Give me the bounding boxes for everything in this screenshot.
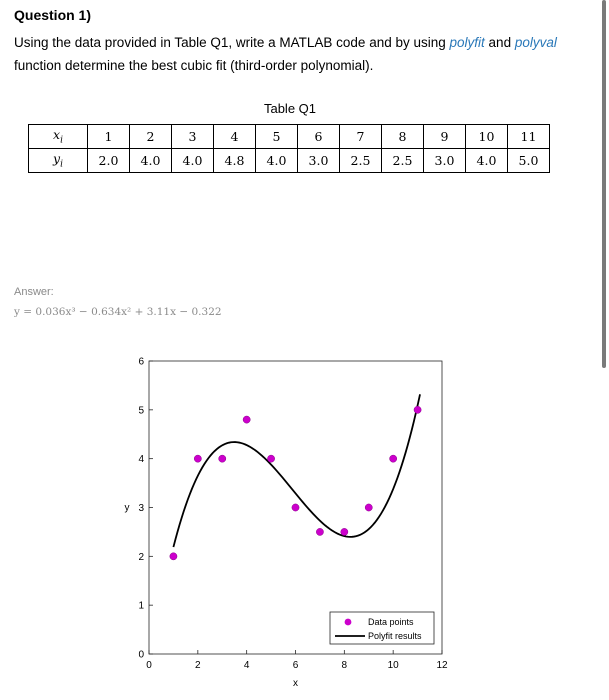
table-cell-x: 4 [214,125,256,149]
legend-marker-data [345,619,352,626]
y-axis-label: y [124,502,130,514]
y-tick-label: 2 [138,551,144,563]
data-point [341,528,348,535]
data-point [292,504,299,511]
y-tick-label: 4 [138,454,144,466]
row-header-y: $y_i$ [29,149,88,173]
table-cell-x: 2 [130,125,172,149]
y-tick-label: 1 [138,600,144,612]
answer-equation: y = 0.036x³ − 0.634x² + 3.11x − 0.322 [14,306,222,318]
table-cell-y: 3.0 [424,149,466,173]
legend-label-fit: Polyfit results [368,631,422,641]
table-cell-x: 1 [88,125,130,149]
x-tick-label: 10 [387,660,399,671]
data-point [316,528,323,535]
scrollbar[interactable] [602,0,606,368]
row-header-x: $x_i$ [29,125,88,149]
data-point [219,455,226,462]
table-caption: Table Q1 [263,101,317,116]
table-cell-x: 7 [340,125,382,149]
x-axis-label: x [293,678,298,689]
table-cell-y: 4.0 [130,149,172,173]
y-tick-label: 5 [138,405,144,417]
table-cell-x: 3 [172,125,214,149]
table-cell-y: 2.5 [340,149,382,173]
table-cell-x: 8 [382,125,424,149]
data-point [390,455,397,462]
question-text-before: Using the data provided in Table Q1, write a MATLAB code and by using [14,35,450,50]
table-cell-x: 6 [298,125,340,149]
y-tick-label: 3 [138,503,144,514]
table-cell-x: 9 [424,125,466,149]
table-cell-y: 4.0 [256,149,298,173]
data-point [194,455,201,462]
x-tick-label: 8 [341,660,348,671]
data-point [170,553,177,560]
x-tick-label: 2 [195,660,201,671]
legend-label-data: Data points [368,617,414,627]
table-cell-y: 2.5 [382,149,424,173]
question-text-after: function determine the best cubic fit (third-order polynomial). [14,58,374,73]
data-point [267,455,274,462]
table-cell-y: 2.0 [88,149,130,173]
question-text-and: and [484,35,515,50]
table-cell-y: 5.0 [508,149,550,173]
table-cell-y: 4.0 [466,149,508,173]
y-tick-label: 0 [138,649,144,661]
question-title: Question 1) [14,7,92,23]
x-tick-label: 12 [436,660,448,671]
table-cell-y: 4.0 [172,149,214,173]
table-cell-y: 4.8 [214,149,256,173]
polyfit-function: polyfit [449,35,485,50]
x-tick-label: 0 [146,660,152,671]
table-cell-y: 3.0 [298,149,340,173]
polyval-function: polyval [514,35,557,50]
table-cell-x: 5 [256,125,298,149]
data-point [243,416,250,423]
x-tick-label: 6 [292,660,299,671]
answer-label: Answer: [14,286,54,298]
x-tick-label: 4 [243,660,250,671]
y-tick-label: 6 [138,356,144,368]
table-cell-x: 11 [508,125,550,149]
data-point [414,406,421,413]
table-cell-x: 10 [466,125,508,149]
data-point [365,504,372,511]
